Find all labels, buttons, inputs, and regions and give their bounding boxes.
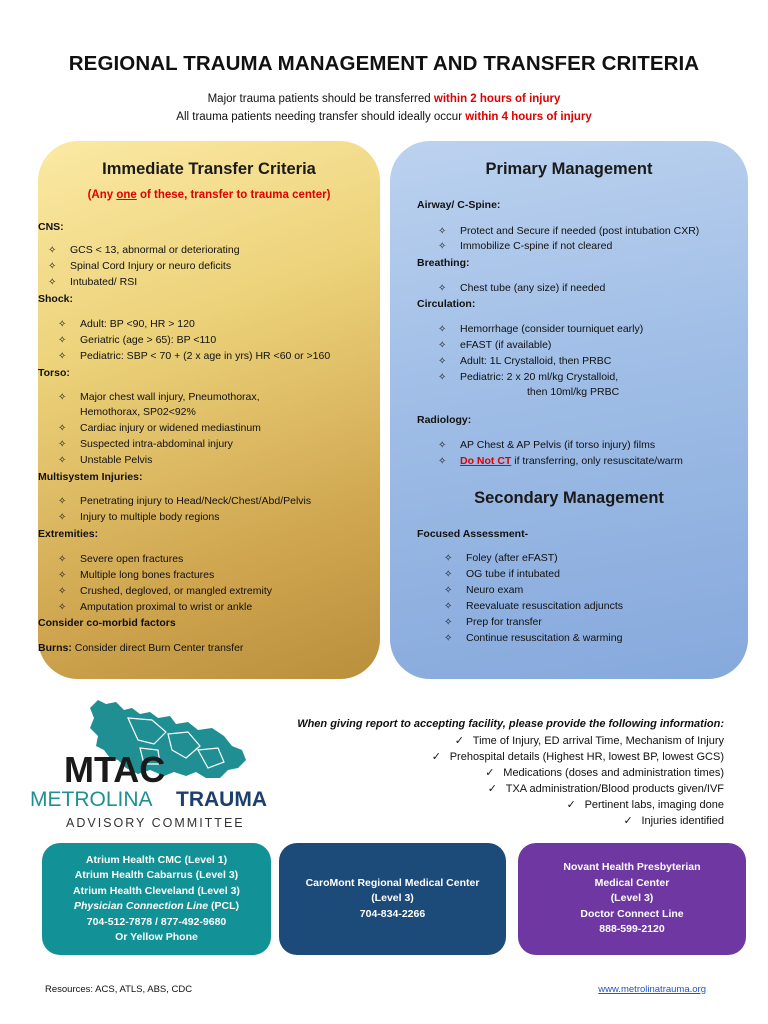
- checklist-item: ✓ Pertinent labs, imaging done: [566, 799, 724, 811]
- list-item: ✧ AP Chest & AP Pelvis (if torso injury) films: [438, 438, 655, 454]
- shock-heading: Shock:: [38, 293, 74, 305]
- circulation-heading: Circulation:: [417, 298, 476, 310]
- list-item: ✧ Hemorrhage (consider tourniquet early): [438, 322, 643, 338]
- list-item: ✧ Chest tube (any size) if needed: [438, 281, 605, 297]
- primary-management-title: Primary Management: [485, 160, 653, 178]
- svg-text:MTAC: MTAC: [64, 749, 166, 790]
- report-instructions: When giving report to accepting facility, please provide the following information:: [297, 718, 724, 730]
- immediate-transfer-title: Immediate Transfer Criteria: [102, 160, 316, 178]
- list-item: ✧ Immobilize C-spine if not cleared: [438, 239, 612, 255]
- list-item: ✧ Adult: BP <90, HR > 120: [58, 317, 195, 333]
- diamond-bullet-icon: ✧: [58, 586, 67, 597]
- diamond-bullet-icon: ✧: [58, 423, 67, 434]
- checklist-item: ✓ TXA administration/Blood products given/IVF: [487, 783, 724, 795]
- check-icon: ✓: [623, 815, 633, 827]
- do-not-ct-text: Do Not CT: [460, 455, 512, 467]
- diamond-bullet-icon: ✧: [438, 241, 447, 252]
- diamond-bullet-icon: ✧: [58, 496, 67, 507]
- check-icon: ✓: [454, 735, 464, 747]
- diamond-bullet-icon: ✧: [438, 324, 447, 335]
- list-item-continued: then 10ml/kg PRBC: [527, 386, 620, 398]
- list-item: ✧ Pediatric: SBP < 70 + (2 x age in yrs) HR <60 or >160: [58, 349, 330, 365]
- secondary-management-title: Secondary Management: [474, 489, 664, 507]
- list-item: ✧ Reevaluate resuscitation adjuncts: [444, 599, 623, 615]
- diamond-bullet-icon: ✧: [48, 277, 57, 288]
- diamond-bullet-icon: ✧: [444, 585, 453, 596]
- list-item: ✧ Multiple long bones fractures: [58, 568, 214, 584]
- list-item: ✧ eFAST (if available): [438, 338, 551, 354]
- burns-line: Burns: Consider direct Burn Center transfer: [38, 642, 244, 654]
- multisystem-heading: Multisystem Injuries:: [38, 471, 143, 483]
- radiology-heading: Radiology:: [417, 414, 472, 426]
- list-item: ✧ Penetrating injury to Head/Neck/Chest/Abd/Pelvis: [58, 494, 311, 510]
- diamond-bullet-icon: ✧: [438, 456, 447, 467]
- check-icon: ✓: [566, 799, 576, 811]
- diamond-bullet-icon: ✧: [58, 512, 67, 523]
- list-item: ✧ Neuro exam: [444, 583, 523, 599]
- check-icon: ✓: [431, 751, 441, 763]
- diamond-bullet-icon: ✧: [438, 440, 447, 451]
- diamond-bullet-icon: ✧: [58, 319, 67, 330]
- checklist-item: ✓ Prehospital details (Highest HR, lowest BP, lowest GCS): [431, 751, 724, 763]
- resources-footer: Resources: ACS, ATLS, ABS, CDC: [45, 984, 193, 995]
- diamond-bullet-icon: ✧: [444, 569, 453, 580]
- list-item: ✧ Crushed, degloved, or mangled extremity: [58, 584, 272, 600]
- check-icon: ✓: [487, 783, 497, 795]
- breathing-heading: Breathing:: [417, 257, 470, 269]
- svg-text:METROLINA: METROLINA: [30, 788, 153, 811]
- novant-contact-box: Novant Health Presbyterian Medical Center (Level 3) Doctor Connect Line 888-599-2120: [518, 843, 746, 955]
- list-item: ✧ Unstable Pelvis: [58, 453, 152, 469]
- svg-text:TRAUMA: TRAUMA: [176, 788, 267, 811]
- diamond-bullet-icon: ✧: [58, 570, 67, 581]
- diamond-bullet-icon: ✧: [58, 439, 67, 450]
- immediate-transfer-panel: [38, 141, 380, 679]
- torso-heading: Torso:: [38, 367, 70, 379]
- list-item: ✧ Amputation proximal to wrist or ankle: [58, 600, 252, 616]
- list-item: ✧ Adult: 1L Crystalloid, then PRBC: [438, 354, 611, 370]
- page-title: REGIONAL TRAUMA MANAGEMENT AND TRANSFER CRITERIA: [68, 52, 700, 75]
- checklist-item: ✓ Injuries identified: [623, 815, 724, 827]
- check-icon: ✓: [485, 767, 495, 779]
- management-panel: [390, 141, 748, 679]
- list-item: ✧ Intubated/ RSI: [48, 275, 137, 291]
- list-item: ✧ Spinal Cord Injury or neuro deficits: [48, 259, 231, 275]
- immediate-transfer-subtitle: (Any one of these, transfer to trauma center): [87, 189, 331, 201]
- website-link[interactable]: www.metrolinatrauma.org: [598, 984, 706, 995]
- airway-heading: Airway/ C-Spine:: [417, 199, 501, 211]
- list-item: ✧ Injury to multiple body regions: [58, 510, 220, 526]
- diamond-bullet-icon: ✧: [58, 455, 67, 466]
- diamond-bullet-icon: ✧: [48, 245, 57, 256]
- diamond-bullet-icon: ✧: [58, 602, 67, 613]
- diamond-bullet-icon: ✧: [444, 633, 453, 644]
- checklist-item: ✓ Time of Injury, ED arrival Time, Mechanism of Injury: [454, 735, 724, 747]
- svg-text:ADVISORY COMMITTEE: ADVISORY COMMITTEE: [66, 816, 245, 830]
- list-item: ✧ GCS < 13, abnormal or deteriorating: [48, 243, 240, 259]
- list-item: ✧ Pediatric: 2 x 20 ml/kg Crystalloid,: [438, 370, 618, 386]
- diamond-bullet-icon: ✧: [58, 392, 67, 403]
- list-item: ✧ Foley (after eFAST): [444, 551, 558, 567]
- subtitle-4-hours: All trauma patients needing transfer should ideally occur within 4 hours of injury: [176, 111, 592, 123]
- diamond-bullet-icon: ✧: [438, 356, 447, 367]
- cns-heading: CNS:: [38, 221, 64, 233]
- extremities-heading: Extremities:: [38, 528, 99, 540]
- list-item: ✧ Prep for transfer: [444, 615, 542, 631]
- list-item: ✧ Major chest wall injury, Pneumothorax,: [58, 390, 260, 406]
- focused-assessment-heading: Focused Assessment-: [417, 528, 529, 540]
- comorbid-heading: Consider co-morbid factors: [38, 617, 176, 629]
- diamond-bullet-icon: ✧: [444, 617, 453, 628]
- diamond-bullet-icon: ✧: [438, 372, 447, 383]
- list-item: ✧ Severe open fractures: [58, 552, 183, 568]
- list-item: ✧ Continue resuscitation & warming: [444, 631, 622, 647]
- subtitle-2-hours: Major trauma patients should be transferred within 2 hours of injury: [207, 93, 561, 105]
- list-item: ✧ OG tube if intubated: [444, 567, 560, 583]
- diamond-bullet-icon: ✧: [58, 335, 67, 346]
- list-item: ✧ Geriatric (age > 65): BP <110: [58, 333, 216, 349]
- list-item-continued: Hemothorax, SP02<92%: [80, 406, 196, 418]
- mtac-logo: [28, 698, 284, 832]
- diamond-bullet-icon: ✧: [58, 351, 67, 362]
- diamond-bullet-icon: ✧: [444, 553, 453, 564]
- atrium-contact-box: Atrium Health CMC (Level 1) Atrium Health Cabarrus (Level 3) Atrium Health Cleveland (Level 3) Physician Connection Line (PCL) 704-512-7878 / 877-492-9680 Or Yellow Phone: [42, 843, 271, 955]
- list-item: ✧ Protect and Secure if needed (post intubation CXR): [438, 224, 699, 240]
- diamond-bullet-icon: ✧: [438, 340, 447, 351]
- list-item: ✧ Do Not CT if transferring, only resuscitate/warm: [438, 454, 683, 470]
- diamond-bullet-icon: ✧: [438, 283, 447, 294]
- caromont-contact-box: CaroMont Regional Medical Center (Level 3) 704-834-2266: [279, 843, 506, 955]
- diamond-bullet-icon: ✧: [438, 226, 447, 237]
- diamond-bullet-icon: ✧: [58, 554, 67, 565]
- checklist-item: ✓ Medications (doses and administration times): [485, 767, 724, 779]
- list-item: ✧ Cardiac injury or widened mediastinum: [58, 421, 261, 437]
- diamond-bullet-icon: ✧: [48, 261, 57, 272]
- list-item: ✧ Suspected intra-abdominal injury: [58, 437, 233, 453]
- diamond-bullet-icon: ✧: [444, 601, 453, 612]
